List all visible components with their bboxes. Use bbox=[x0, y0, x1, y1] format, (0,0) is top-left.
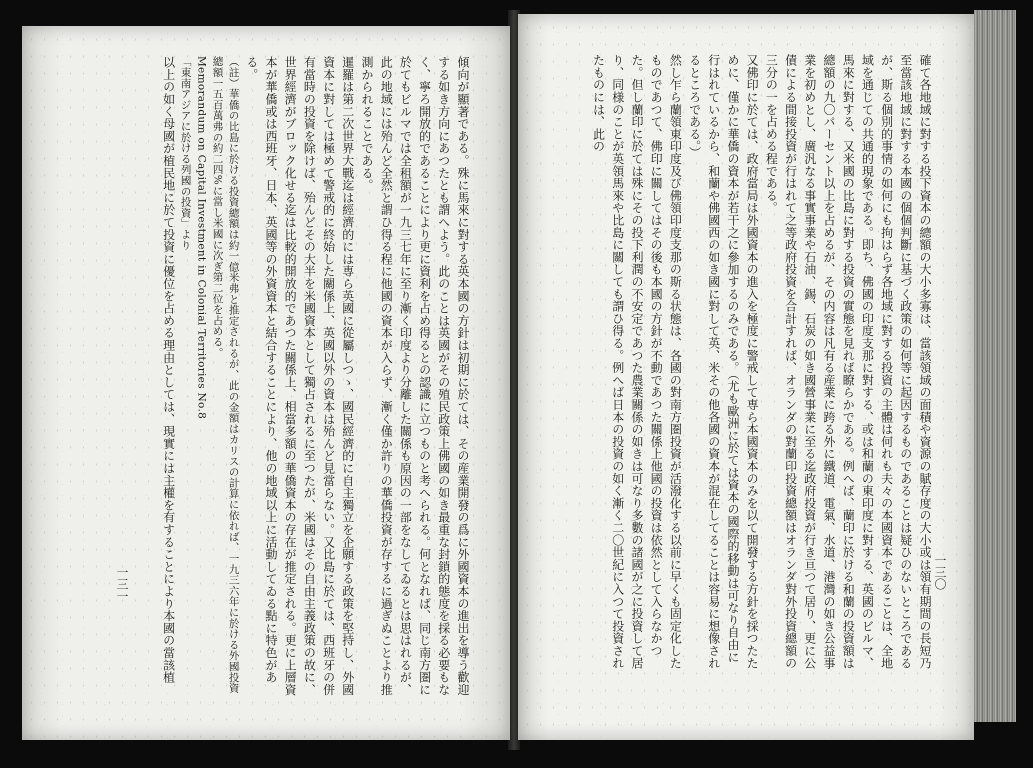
left-note-3: 「東南アジアに於ける列國の投資」より bbox=[179, 56, 192, 251]
left-note-1: （註）華僑の比島に於ける投資總額は約一億米弗と推定されるが、此の金額はカリスの計算に依れば、一九三六年に於ける外國投資總額一五百萬弗の約二四%に當し米國に次ぎ第二位を占める。 bbox=[211, 56, 240, 694]
right-paragraph-1: 確て各地域に對する投下資本の總額の大小多寡は、當該領域の面積や資源の賦存度の大小或は領有期間の長短乃至當該地域に對する本國の個個判斷に基づく政策の如何等に起因するものであることは疑ひのないところであるが、斯る個別的事情の如何にも拘はらず各地域に對する投資の主體は何れも夫々の本國資本であることは、全地域を通じての共通的現象である。即ち、佛國の印度支那に對する、或は和蘭の東印度に對する、英國のビルマ、馬來に對する、又米國の比島に對する投資の實態を見れば瞭らかである。例へば、蘭印に於ける和蘭の投資額は總額の九〇パーセント以上を占めるが、その内容は凡有る産業に跨る外に鐵道、電氣、水道、港灣の如き公益事業を初めとし、廣汎なる事實事業や石油、錫、石炭の如き國營事業に至る迄政府投資が行き亘つて居り、更に公債による間接投資が行はれて之等政府投資を合計すれば、オランダの對蘭印投資總額はオランダ對外投資總額の三分の一を占める程である。 bbox=[764, 54, 932, 669]
left-page bbox=[22, 26, 510, 740]
left-closing: 以上の如く母國が植民地に於て投資に優位を占める理由としては、現實には主權を有することにより本國の當該植 bbox=[161, 56, 176, 684]
right-page bbox=[518, 14, 974, 740]
right-paragraph-3: 然し乍ら蘭領東印度及び佛領印度支那の斯る状態は、各國の對南方圏投資が活潑化する以前に早くも固定化したものであつて、佛印に關してはその後も本國の方針が不動であつた關係上他國の投資は依然として入らなかつた。但し蘭印に於ては殊にその投下利潤の不安定であつた農業關係の如きは可なり多數の諸國が之に投資して居り、同様のことが英領馬來や比島に關しても謂ひ得る。例へば日本の投資の如く漸く二〇世紀に入つて投資されたものには、此の bbox=[591, 54, 683, 669]
left-page-number: 一三一 bbox=[115, 566, 129, 602]
left-paragraph-1: 傾向が顯著である。殊に馬來に對する英本國の方針は初期に於ては、その産業開發の爲に外國資本の進出を導う歡迎する如き方向にあつたとも謂へよう。此のことは英國がその殖民政策上佛國の如き最重な封鎖的態度を採る必要もなく、寧ろ開放的であることにより更に資利を占め得るとの認識に立つものと考へられる。何となれば、同じ南方圏に於てもビルマでは全租額が一九三七年に至り漸く印度より分離した關係も原因の一部をなしてゐるとは思はれるが、此の地域には殆んど全然と謂ひ得る程に他國の資本が入らず、漸く僅か許りの華僑投資が存するに過ぎぬことより推測かられることである。 bbox=[359, 56, 470, 696]
right-paragraph-2: 又佛印に於ては、政府當局は外國資本の進入を極度に警戒して専ら本國資本のみを以て開發する方針を採つたために、僅かに華僑の資本が若干之に參加するのみである。（尤も歐洲に於ては資本の國際的移動は可なり自由に行はれているから、和蘭や佛國西の如き國に對して英、米その他各國の資本が混在してることは容易に想像されるところである。） bbox=[687, 54, 760, 669]
left-paragraph-2: 暹羅は第二次世界大戰迄は經濟的には専ら英國に從屬しつゝ、國民經濟的に自主獨立を企願する政策を堅持し、外國資本に對しては極めて警戒的に終始した關係上、英國以外の資本は殆んど見當らない。又比島に於ては、西班牙の併有當時の投資を除けば、殆んどその大半を米國資本として獨占されるに至つたが、米國はその自由主義政策の故に、世界經濟がブロック化せる迄は比較的開放的であつた關係上、相當多額の華僑資本の存在が推定される。更に上層資本が華僑或は西班牙、日本、英國等の外資資本と結合することにより、他の地域以上に活動してゐる點に特色がある。 bbox=[244, 56, 355, 696]
right-page-text bbox=[554, 54, 934, 674]
left-note-2: Memorandum on Capital Investment in Colonial Territories No.8 bbox=[195, 56, 208, 420]
left-page-text bbox=[102, 56, 472, 696]
right-page-number: 一三〇 bbox=[933, 554, 947, 590]
page-edges bbox=[974, 10, 1016, 722]
